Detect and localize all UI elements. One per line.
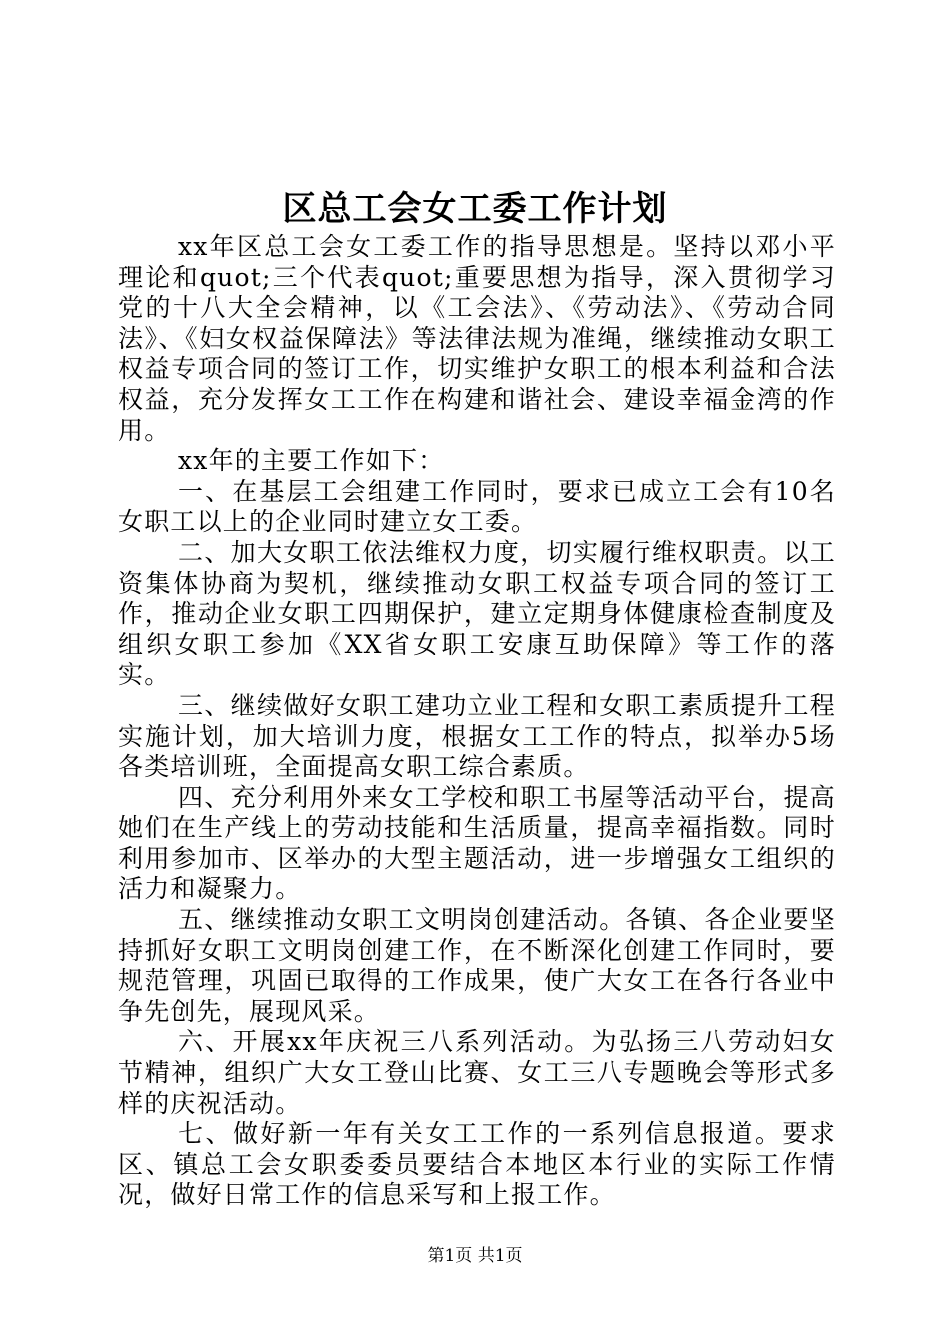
document-title: 区总工会女工委工作计划 bbox=[282, 189, 668, 229]
paragraph-guiding-ideology: xx年区总工会女工委工作的指导思想是。坚持以邓小平理论和quot;三个代表quot;重要思想为指导，深入贯彻学习党的十八大全会精神，以《工会法》、《劳动法》、《劳动合同法》、《妇女权益保障法》等法律法规为准绳，继续推动女职工权益专项合同的签订工作，切实维护女职工的根本利益和合法权益，充分发挥女工工作在构建和谐社会、建设幸福金湾的作用。 bbox=[118, 232, 836, 445]
paragraph-item-5: 五、继续推动女职工文明岗创建活动。各镇、各企业要坚持抓好女职工文明岗创建工作，在不断深化创建工作同时，要规范管理，巩固已取得的工作成果，使广大女工在各行各业中争先创先，展现风采。 bbox=[118, 905, 836, 1026]
paragraph-item-4: 四、充分利用外来女工学校和职工书屋等活动平台，提高她们在生产线上的劳动技能和生活质量，提高幸福指数。同时利用参加市、区举办的大型主题活动，进一步增强女工组织的活力和凝聚力。 bbox=[118, 782, 836, 904]
paragraph-item-2: 二、加大女职工依法维权力度，切实履行维权职责。以工资集体协商为契机，继续推动女职工权益专项合同的签订工作，推动企业女职工四期保护，建立定期身体健康检查制度及组织女职工参加《XX省女职工安康互助保障》等工作的落实。 bbox=[118, 537, 836, 690]
document-body bbox=[118, 232, 836, 1211]
paragraph-item-1: 一、在基层工会组建工作同时，要求已成立工会有10名女职工以上的企业同时建立女工委。 bbox=[118, 476, 836, 537]
paragraph-item-6: 六、开展xx年庆祝三八系列活动。为弘扬三八劳动妇女节精神，组织广大女工登山比赛、女工三八专题晚会等形式多样的庆祝活动。 bbox=[118, 1027, 836, 1118]
paragraph-item-3: 三、继续做好女职工建功立业工程和女职工素质提升工程实施计划，加大培训力度，根据女工工作的特点，拟举办5场各类培训班，全面提高女职工综合素质。 bbox=[118, 690, 836, 782]
paragraph-main-work-intro: xx年的主要工作如下： bbox=[178, 446, 445, 476]
page-number-footer: 第1页 共1页 bbox=[427, 1246, 523, 1266]
paragraph-item-7: 七、做好新一年有关女工工作的一系列信息报道。要求区、镇总工会女职委委员要结合本地区本行业的实际工作情况，做好日常工作的信息采写和上报工作。 bbox=[118, 1119, 836, 1210]
